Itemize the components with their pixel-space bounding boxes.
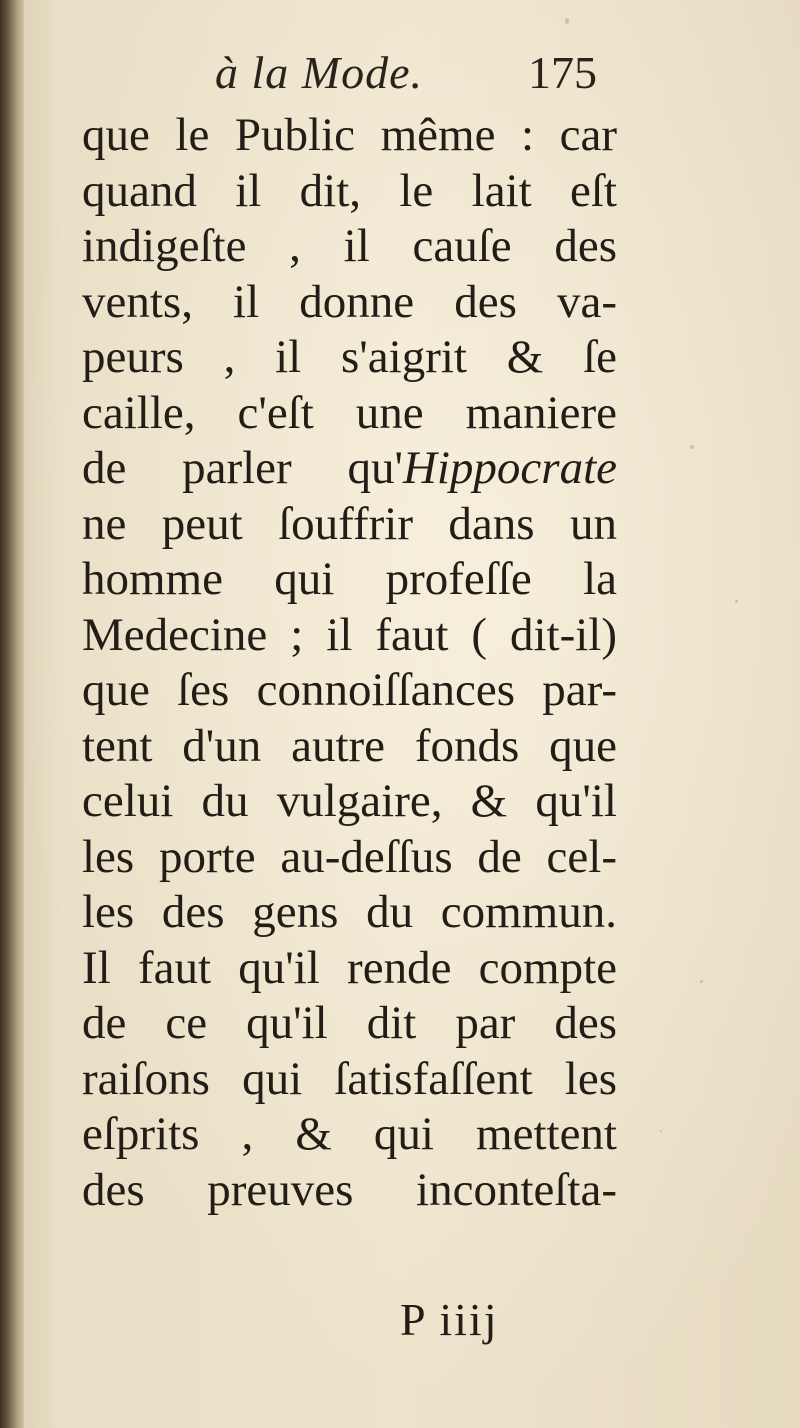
paper-speck: [700, 980, 703, 983]
text-line: eſprits , & qui mettent: [82, 1108, 617, 1160]
text-line-with-name: [82, 441, 617, 497]
text-line: vents, il donne des va-: [82, 275, 617, 328]
italic-name: Hippocrate: [402, 442, 617, 494]
text-line: caille, c'eſt une maniere: [82, 386, 617, 439]
running-head: à la Mode.: [215, 47, 424, 98]
paper-speck: [565, 18, 569, 24]
text-line: ne peut ſouffrir dans un: [82, 497, 617, 550]
text-line: indigeſte , il cauſe des: [82, 220, 617, 272]
text-line: raiſons qui ſatisfaſſent les: [82, 1052, 617, 1105]
text-line: les des gens du commun.: [82, 886, 617, 938]
paper-speck: [660, 1130, 662, 1132]
signature-catchword: P iiij: [400, 1294, 499, 1345]
text-line: Medecine ; il faut ( dit-il): [82, 608, 617, 661]
page-header: [0, 46, 800, 106]
text-line: quand il dit, le lait eſt: [82, 164, 617, 217]
paper-speck: [735, 600, 738, 603]
text-line: homme qui profeſſe la: [82, 553, 617, 605]
text-line: celui du vulgaire, & qu'il: [82, 775, 617, 827]
body-text: [82, 108, 617, 1218]
text-line: que le Public même : car: [82, 109, 617, 161]
text-line: que ſes connoiſſances par-: [82, 664, 617, 716]
text-line: de ce qu'il dit par des: [82, 997, 617, 1049]
page-number: 175: [528, 47, 597, 98]
text-line: Il faut qu'il rende compte: [82, 941, 617, 994]
paper-speck: [690, 445, 694, 449]
text-line-lead: de parler qu': [82, 442, 403, 494]
page-binding-edge: [0, 0, 24, 1428]
text-line: des preuves inconteſta-: [82, 1163, 617, 1216]
text-line: tent d'un autre fonds que: [82, 719, 617, 772]
text-line: peurs , il s'aigrit & ſe: [82, 331, 617, 383]
text-line: les porte au-deſſus de cel-: [82, 830, 617, 883]
